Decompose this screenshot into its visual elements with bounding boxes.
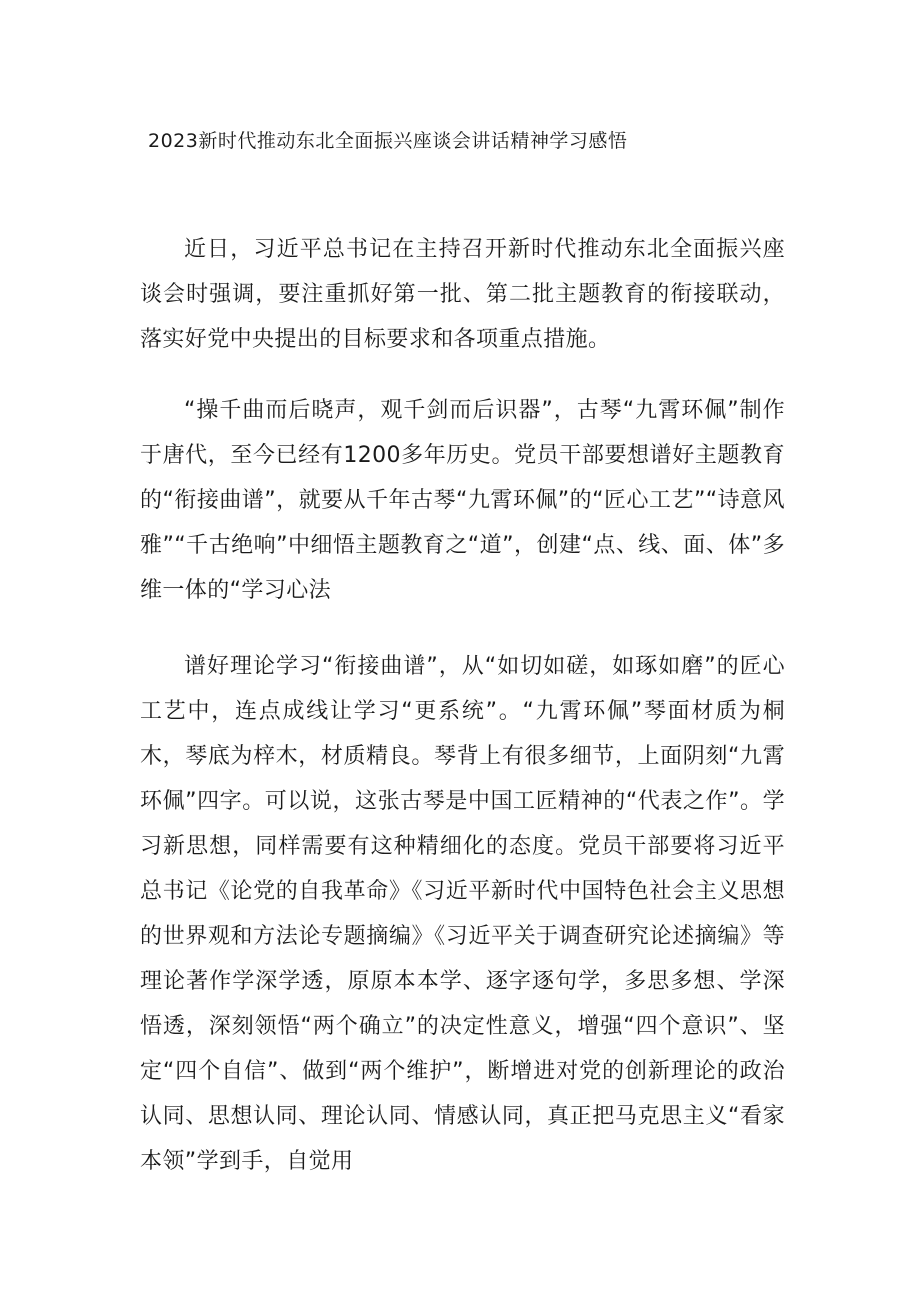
paragraph-theory-study: 谱好理论学习“衔接曲谱”，从“如切如磋，如琢如磨”的匠心工艺中，连点成线让学习“更系统”。“九霄环佩”琴面材质为桐木，琴底为梓木，材质精良。琴背上有很多细节，上面阴刻“九霄环佩”四字。可以说，这张古琴是中国工匠精神的“代表之作”。学习新思想，同样需要有这种精细化的态度。党员干部要将习近平总书记《论党的自我革命》《习近平新时代中国特色社会主义思想的世界观和方法论专题摘编》《习近平关于调查研究论述摘编》等理论著作学深学透，原原本本学、逐字逐句学，多思多想、学深悟透，深刻领悟“两个确立”的决定性意义，增强“四个意识”、坚定“四个自信”、做到“两个维护”，断增进对党的创新理论的政治认同、思想认同、理论认同、情感认同，真正把马克思主义“看家本领”学到手，自觉用	[140, 654, 785, 1174]
paragraph-intro: 近日，习近平总书记在主持召开新时代推动东北全面振兴座谈会时强调，要注重抓好第一批、第二批主题教育的衔接联动，落实好党中央提出的目标要求和各项重点措施。	[140, 237, 785, 352]
document-title: 2023新时代推动东北全面振兴座谈会讲话精神学习感悟	[148, 130, 628, 152]
paragraph-guqin: “操千曲而后晓声，观千剑而后识器”，古琴“九霄环佩”制作于唐代，至今已经有1200多年历史。党员干部要想谱好主题教育的“衔接曲谱”，就要从千年古琴“九霄环佩”的“匠心工艺”“诗意风雅”“千古绝响”中细悟主题教育之“道”，创建“点、线、面、体”多维一体的“学习心法	[140, 398, 785, 603]
